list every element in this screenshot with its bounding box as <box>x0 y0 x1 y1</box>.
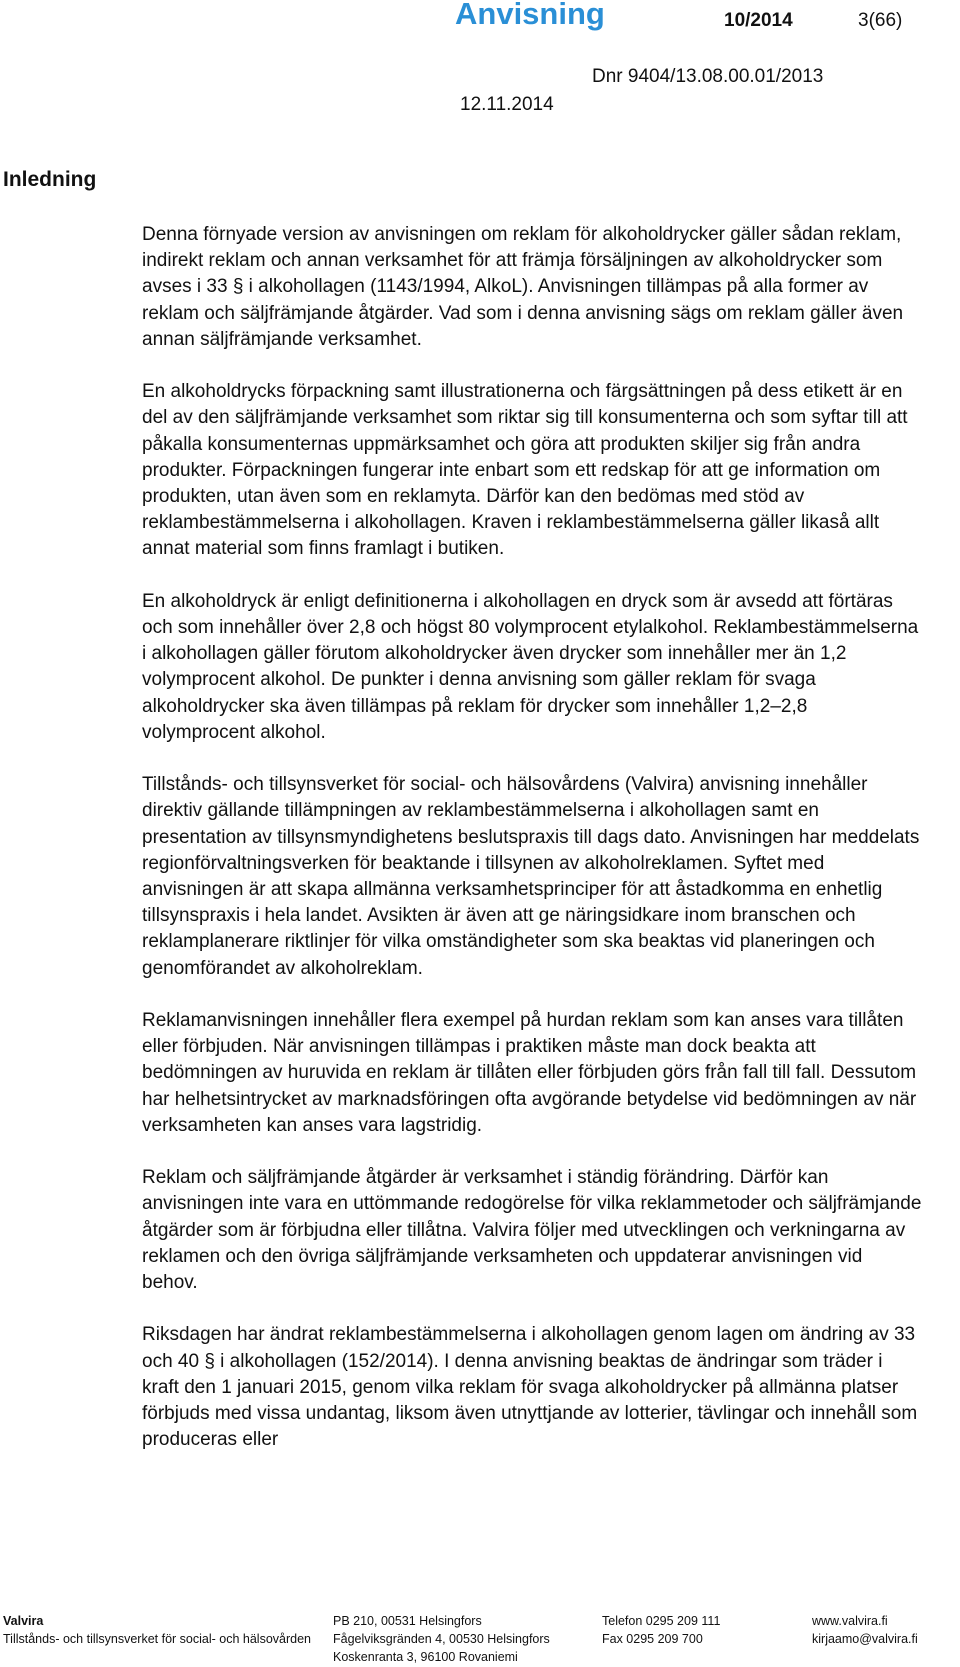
paragraph: Tillstånds- och tillsynsverket för social- och hälsovårdens (Valvira) anvisning innehåller direktiv gällande tillämpningen av reklambestämmelserna i alkohollagen samt en presentation av tillsynsmyndighetens beslutspraxis till dags dato. Anvisningen har meddelats regionförvaltningsverken för beaktande i tillsynen av alkoholreklamen. Syftet med anvisningen är att skapa allmänna verksamhetsprinciper för att åstadkomma en enhetlig tillsynspraxis i hela landet. Avsikten är även att ge näringsidkare inom branschen och reklamplanerare riktlinjer för vilka omständigheter som ska beaktas vid planeringen och genomförandet av alkoholreklam. <box>142 774 920 979</box>
footer-email-link[interactable]: kirjaamo@valvira.fi <box>812 1632 918 1646</box>
footer-organization <box>3 1612 311 1648</box>
footer-org-full: Tillstånds- och tillsynsverket för social- och hälsovården <box>3 1632 311 1646</box>
footer-org-short: Valvira <box>3 1614 44 1628</box>
footer-phone: Telefon 0295 209 111 <box>602 1614 721 1628</box>
footer-contact <box>602 1612 720 1648</box>
body-text <box>142 222 922 1480</box>
footer-address: Koskenranta 3, 96100 Rovaniemi <box>333 1650 518 1664</box>
paragraph: Denna förnyade version av anvisningen om reklam för alkoholdrycker gäller sådan reklam, indirekt reklam och annan verksamhet för att främja försäljningen av alkoholdrycker som avses i 33 § i alkohollagen (1143/1994, AlkoL). Anvisningen tillämpas på alla former av reklam och säljfrämjande åtgärder. Vad som i denna anvisning sägs om reklam gäller även annan säljfrämjande verksamhet. <box>142 224 904 350</box>
document-type: Anvisning <box>455 0 605 31</box>
footer-address: PB 210, 00531 Helsingfors <box>333 1614 482 1628</box>
footer-web <box>812 1612 918 1648</box>
diary-number: Dnr 9404/13.08.00.01/2013 <box>592 66 824 87</box>
footer-fax: Fax 0295 209 700 <box>602 1632 703 1646</box>
paragraph: Reklamanvisningen innehåller flera exempel på hurdan reklam som kan anses vara tillåten eller förbjuden. När anvisningen tillämpas i praktiken måste man dock beakta att bedömningen av huruvida en reklam är tillåten eller förbjuden görs från fall till fall. Dessutom har helhetsintrycket av marknadsföringen ofta avgörande betydelse vid bedömningen av när verksamheten kan anses vara lagstridig. <box>142 1010 917 1136</box>
page-count: 3(66) <box>858 10 903 31</box>
document-number: 10/2014 <box>724 10 793 31</box>
section-heading: Inledning <box>3 168 97 191</box>
document-date: 12.11.2014 <box>460 94 554 115</box>
footer-address: Fågelviksgränden 4, 00530 Helsingfors <box>333 1632 550 1646</box>
paragraph: Riksdagen har ändrat reklambestämmelserna i alkohollagen genom lagen om ändring av 33 och 40 § i alkohollagen (152/2014). I denna anvisning beaktas de ändringar som träder i kraft den 1 januari 2015, genom vilka reklam för svaga alkoholdrycker på allmänna platser förbjuds med vissa undantag, liksom även utnyttjande av lotterier, tävlingar och innehåll som produceras eller <box>142 1324 918 1451</box>
paragraph: Reklam och säljfrämjande åtgärder är verksamhet i ständig förändring. Därför kan anvisningen inte vara en uttömmande redogörelse för vilka reklammetoder och säljfrämjande åtgärder som är förbjudna eller tillåtna. Valvira följer med utvecklingen och verkningarna av reklamen och den övriga säljfrämjande verksamheten och uppdaterar anvisningen vid behov. <box>142 1167 922 1294</box>
footer-website-link[interactable]: www.valvira.fi <box>812 1614 888 1628</box>
paragraph: En alkoholdryck är enligt definitionerna i alkohollagen en dryck som är avsedd att förtäras och som innehåller över 2,8 och högst 80 volymprocent etylalkohol. Reklambestämmelserna i alkohollagen gäller förutom alkoholdrycker även drycker som innehåller mer än 1,2 volymprocent alkohol. De punkter i denna anvisning som gäller reklam för svaga alkoholdrycker ska även tillämpas på reklam för drycker som innehåller 1,2–2,8 volymprocent alkohol. <box>142 590 919 743</box>
paragraph: En alkoholdrycks förpackning samt illustrationerna och färgsättningen på dess etikett är en del av den säljfrämjande verksamhet som riktar sig till konsumenterna och som syftar till att påkalla konsumenternas uppmärksamhet och göra att produkten skiljer sig från andra produkter. Förpackningen fungerar inte enbart som ett redskap för att ge information om produkten, utan även som en reklamyta. Därför kan den bedömas med stöd av reklambestämmelserna i alkohollagen. Kraven i reklambestämmelserna gäller likaså allt annat material som finns framlagt i butiken. <box>142 381 908 560</box>
footer-addresses <box>333 1612 550 1666</box>
